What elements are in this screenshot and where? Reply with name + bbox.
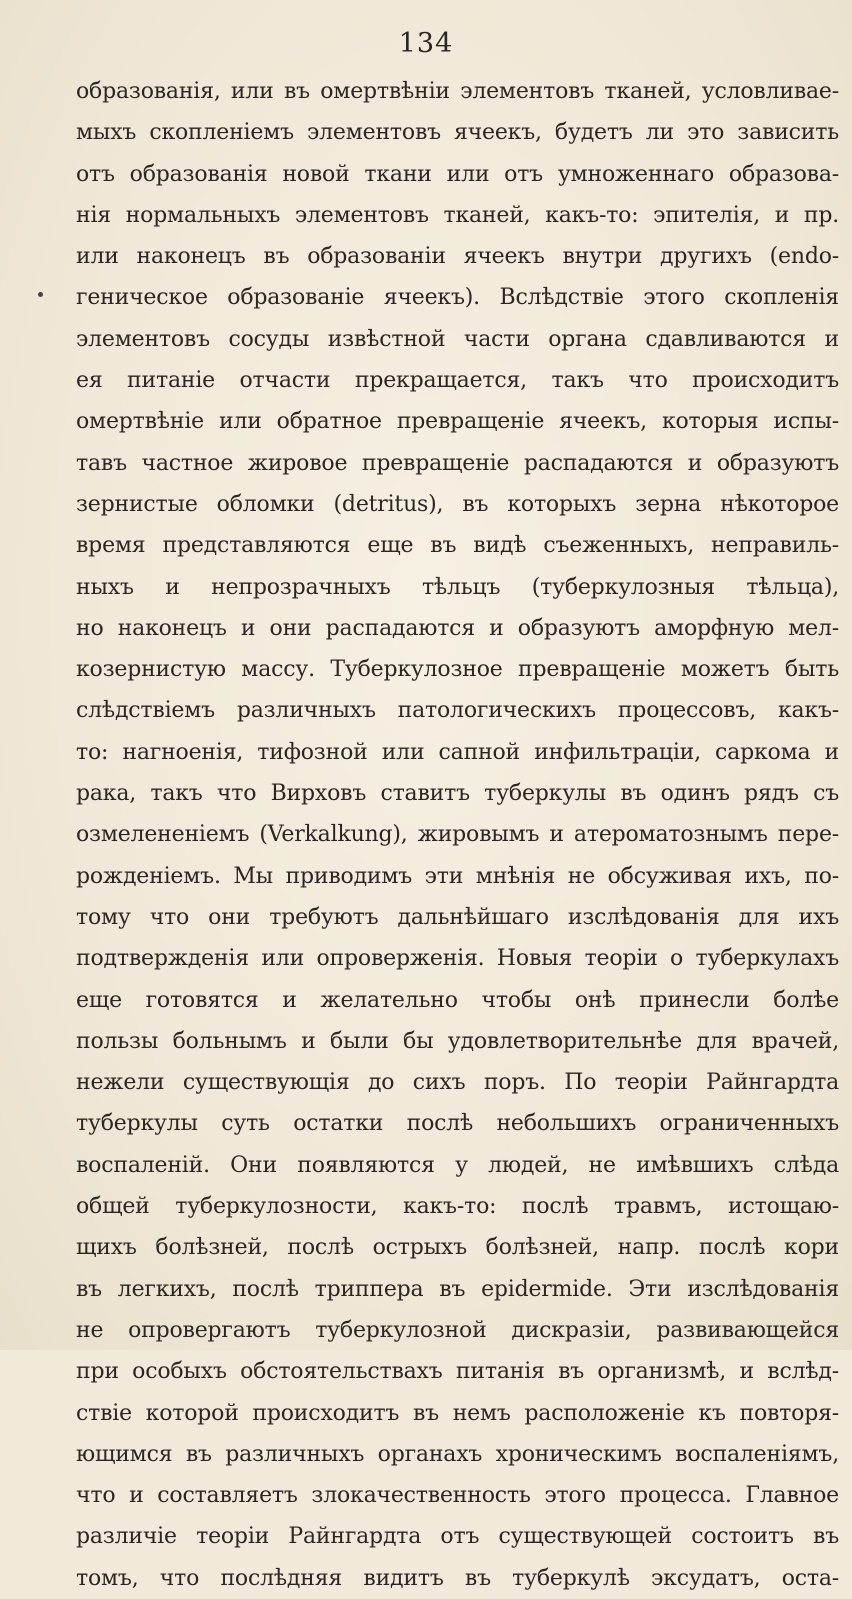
text-line: омертвѣніе или обратное превращеніе ячеекъ, которыя испы- xyxy=(76,409,839,435)
text-line: ствіе которой происходитъ въ немъ расположеніе къ повторя- xyxy=(76,1400,839,1426)
text-line: тавъ частное жировое превращеніе распадаются и образуютъ xyxy=(76,450,839,476)
text-line: элементовъ сосуды извѣстной части органа сдавливаются и xyxy=(76,326,839,352)
text-line: щихъ болѣзней, послѣ острыхъ болѣзней, напр. послѣ кори xyxy=(76,1235,839,1261)
text-line: подтвержденія или опроверженія. Новыя теоріи о туберкулахъ xyxy=(76,946,839,972)
text-line: пользы больнымъ и были бы удовлетворительнѣе для врачей, xyxy=(76,1028,839,1054)
text-line: что и составляетъ злокачественность этого процесса. Главное xyxy=(76,1483,839,1509)
text-line: тому что они требуютъ дальнѣйшаго изслѣдованія для ихъ xyxy=(76,904,839,930)
text-line: ея питаніе отчасти прекращается, такъ что происходитъ xyxy=(76,368,839,394)
text-line: отъ образованія новой ткани или отъ умноженнаго образова- xyxy=(76,161,839,187)
page-number: 134 xyxy=(398,28,454,59)
text-line: рака, такъ что Вирховъ ставитъ туберкулы въ одинъ рядъ съ xyxy=(76,781,839,807)
text-line: время представляются еще въ видѣ съеженныхъ, неправиль- xyxy=(76,533,839,559)
text-line: то: нагноенія, тифозной или сапной инфильтраціи, саркома и xyxy=(76,739,839,765)
text-line: воспаленій. Они появляются у людей, не имѣвшихъ слѣда xyxy=(76,1152,839,1178)
margin-mark xyxy=(38,292,43,297)
text-line: при особыхъ обстоятельствахъ питанія въ организмѣ, и вслѣд- xyxy=(76,1359,839,1385)
text-line: геническое образованіе ячеекъ). Вслѣдствіе этого скопленія xyxy=(76,285,839,311)
text-line: зернистые обломки (detritus), въ которыхъ зерна нѣкоторое xyxy=(76,491,839,517)
text-line: различіе теоріи Райнгардта отъ существующей состоитъ въ xyxy=(76,1524,839,1550)
text-line: еще готовятся и желательно чтобы онѣ принесли болѣе xyxy=(76,987,839,1013)
text-line: не опровергаютъ туберкулозной дискразіи, развивающейся xyxy=(76,1317,839,1343)
text-line: въ легкихъ, послѣ триппера въ epidermide. Эти изслѣдованія xyxy=(76,1276,839,1302)
text-line: общей туберкулозности, какъ-то: послѣ травмъ, истощаю- xyxy=(76,1194,839,1220)
text-line: но наконецъ и они распадаются и образуютъ аморфную мел- xyxy=(76,615,839,641)
text-line: нія нормальныхъ элементовъ тканей, какъ-то: эпителія, и пр. xyxy=(76,202,839,228)
text-line: козернистую массу. Туберкулозное превращеніе можетъ быть xyxy=(76,657,839,683)
text-line: туберкулы суть остатки послѣ небольшихъ ограниченныхъ xyxy=(76,1111,839,1137)
text-line: слѣдствіемъ различныхъ патологическихъ процессовъ, какъ- xyxy=(76,698,839,724)
text-line: мыхъ скопленіемъ элементовъ ячеекъ, будетъ ли это зависить xyxy=(76,120,839,146)
text-line: рожденіемъ. Мы приводимъ эти мнѣнія не обсуживая ихъ, по- xyxy=(76,863,839,889)
body-text xyxy=(76,71,839,1599)
text-line: нежели существующія до сихъ поръ. По теоріи Райнгардта xyxy=(76,1070,839,1096)
text-line: образованія, или въ омертвѣніи элементовъ тканей, условливае- xyxy=(76,79,839,104)
text-line: томъ, что послѣдняя видитъ въ туберкулѣ эксудатъ, оста- xyxy=(76,1565,839,1591)
text-line: или наконецъ въ образованіи ячеекъ внутри другихъ (endo- xyxy=(76,244,839,270)
text-line: ющимся въ различныхъ органахъ хроническимъ воспаленіямъ, xyxy=(76,1441,839,1467)
text-line: озмелененіемъ (Verkalkung), жировымъ и атероматознымъ пере- xyxy=(76,822,839,848)
text-line: ныхъ и непрозрачныхъ тѣльцъ (туберкулозныя тѣльца), xyxy=(76,574,839,600)
